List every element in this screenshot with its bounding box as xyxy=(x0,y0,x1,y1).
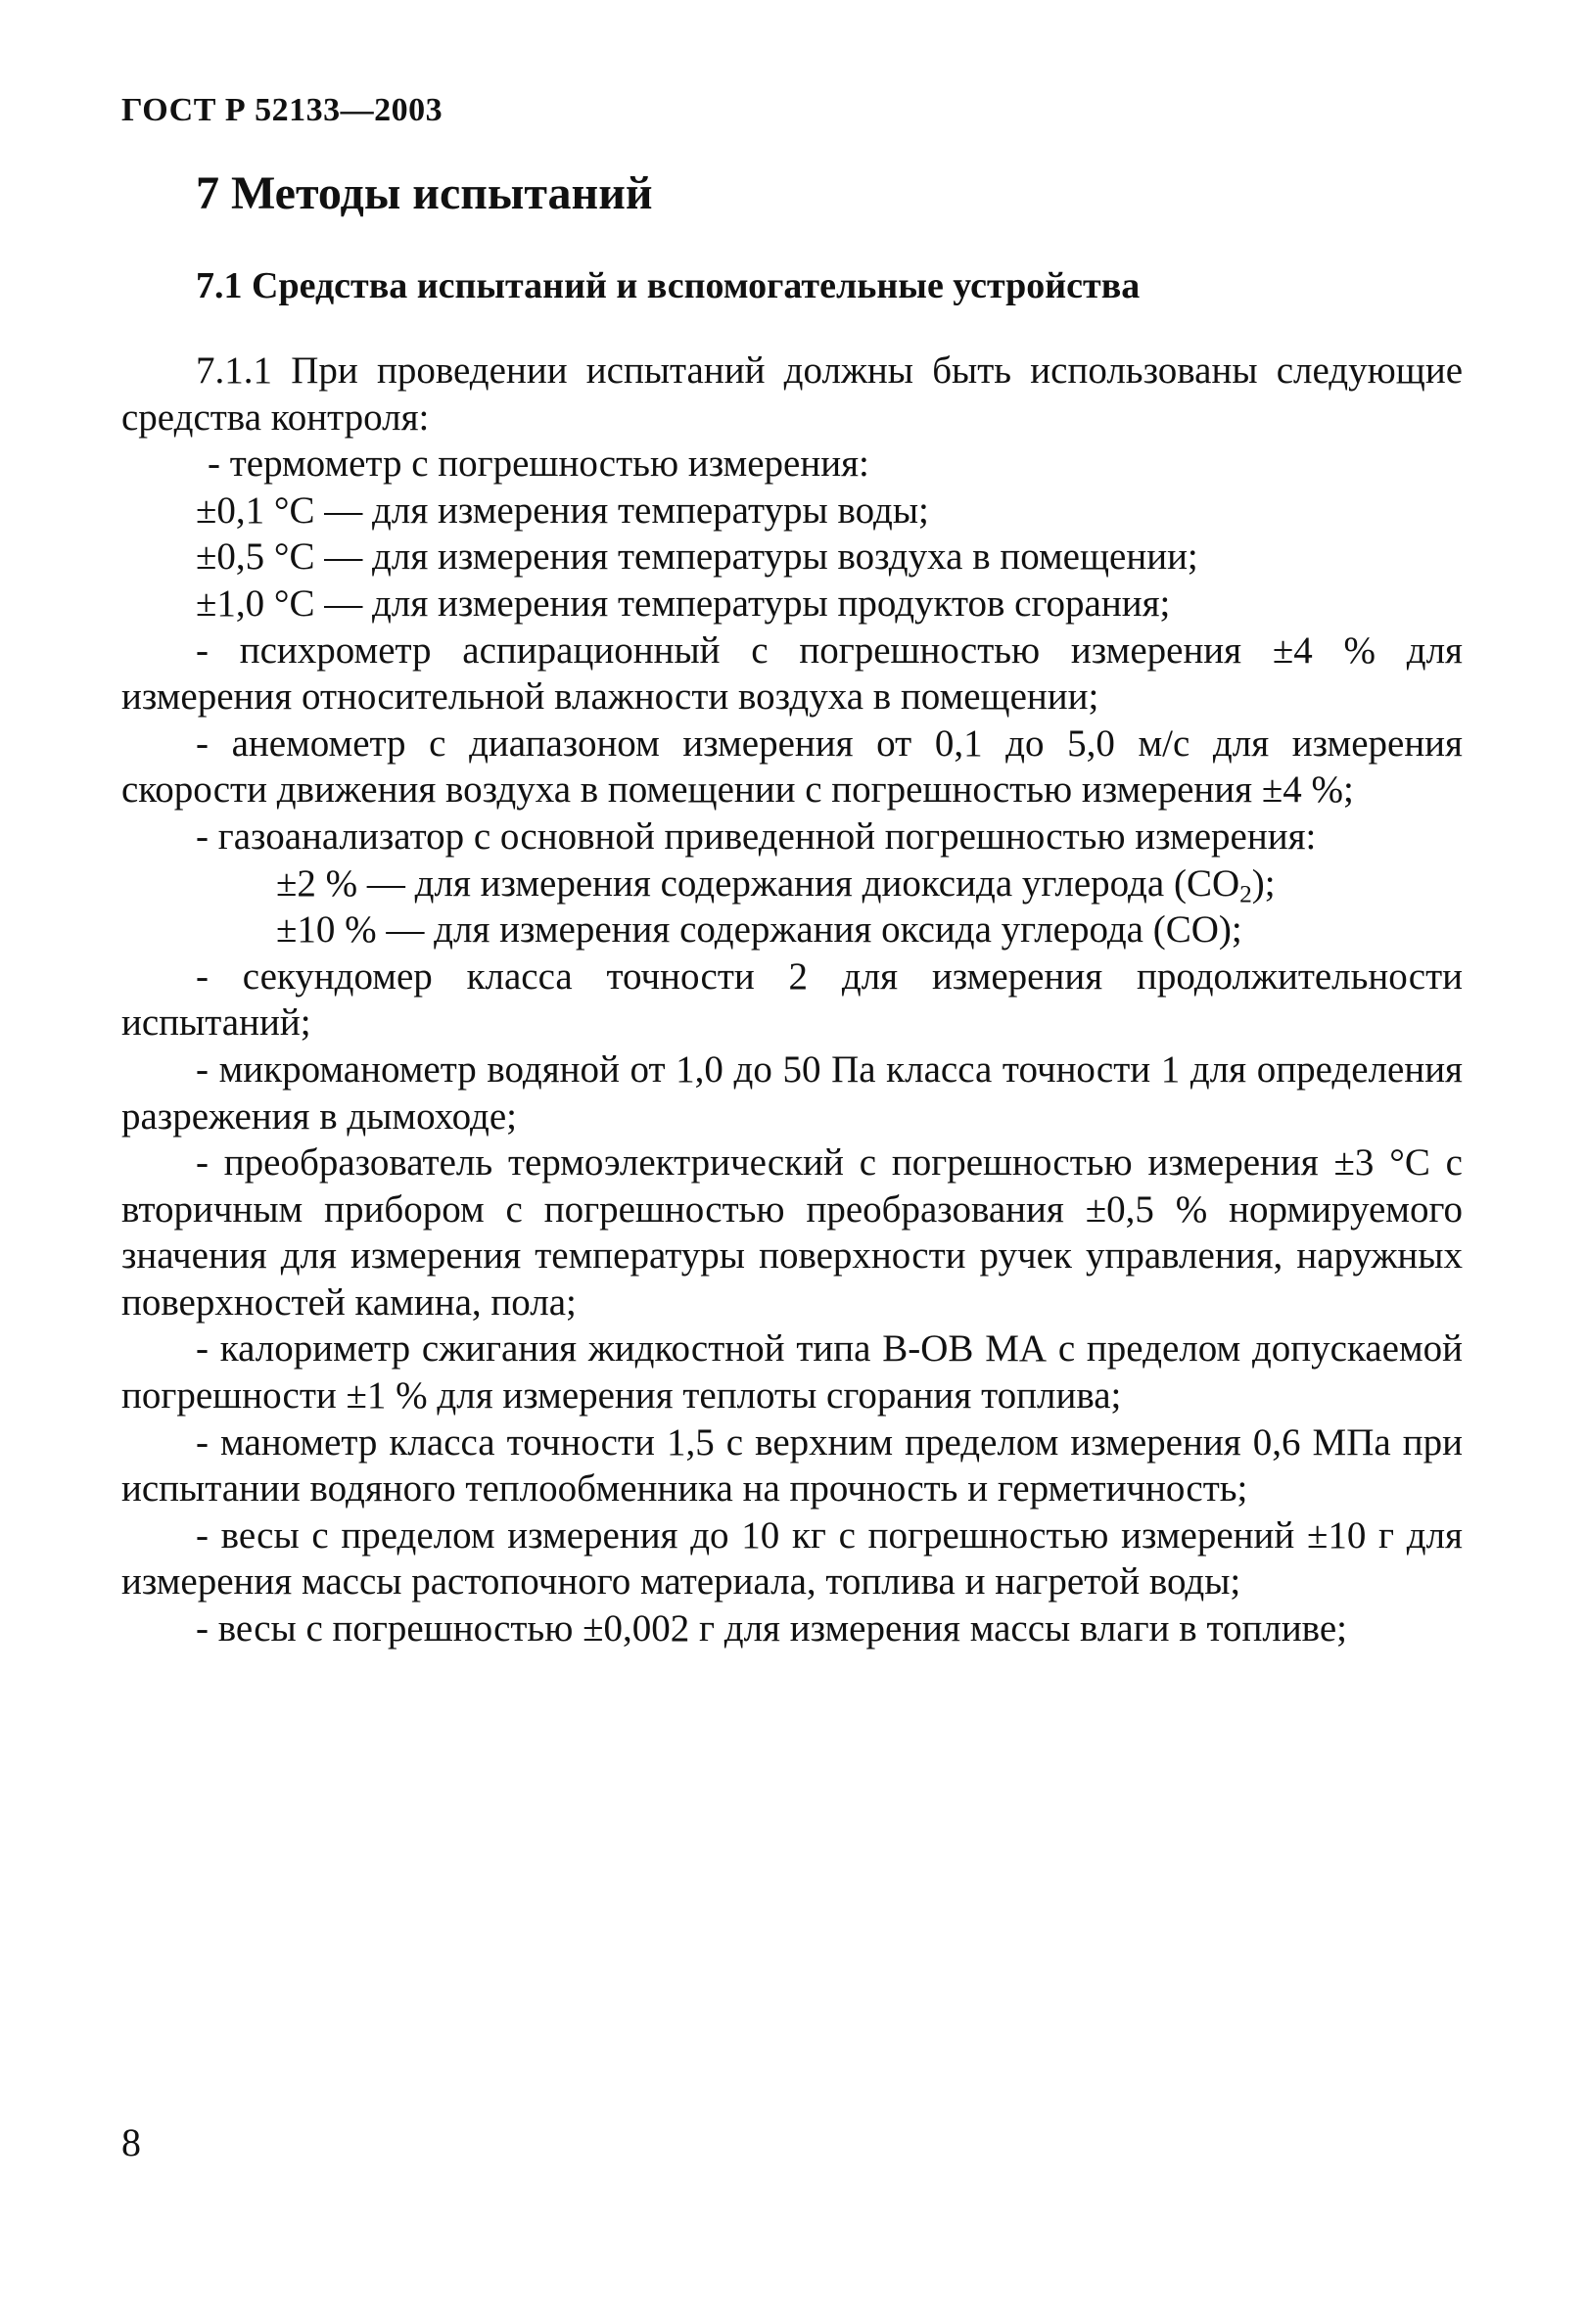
list-item-anemometer: - анемометр с диапазоном измерения от 0,1 до 5,0 м/с для измерения скорости движения воздуха в помещении с погрешностью измерения ±4 %; xyxy=(121,721,1463,812)
paragraph-intro: 7.1.1 При проведении испытаний должны быть использованы следующие средства контроля: xyxy=(121,349,1463,439)
list-item-calorimeter: - калориметр сжигания жидкостной типа В-ОВ МА с пределом допускаемой погрешности ±1 % для измерения теплоты сгорания топлива; xyxy=(121,1327,1463,1418)
co2-subscript: 2 xyxy=(1239,879,1252,907)
list-subitem-co2 xyxy=(121,860,1463,907)
list-subitem-water-temp: ±0,1 °С — для измерения температуры воды; xyxy=(196,488,929,532)
co2-text: ±2 % — для измерения содержания диоксида углерода (СО xyxy=(276,861,1240,905)
page-number: 8 xyxy=(121,2120,141,2164)
body-text xyxy=(121,348,1463,1652)
list-item-thermometer: - термометр с погрешностью измерения: xyxy=(208,442,869,486)
list-item-gas-analyzer: - газоанализатор с основной приведенной погрешностью измерения: xyxy=(196,814,1317,858)
subsection-title: 7.1 Средства испытаний и вспомогательные устройства xyxy=(196,265,1141,306)
list-item-scales-10kg: - весы с пределом измерения до 10 кг с погрешностью измерений ±10 г для измерения массы растопочного материала, топлива и нагретой воды; xyxy=(121,1513,1463,1604)
list-subitem-air-temp: ±0,5 °С — для измерения температуры воздуха в помещении; xyxy=(196,535,1198,579)
co2-text-end: ); xyxy=(1251,861,1276,905)
standard-header: ГОСТ Р 52133—2003 xyxy=(121,92,443,128)
list-item-thermoelectric-converter: - преобразователь термоэлектрический с погрешностью измерения ±3 °С с вторичным прибором с погрешностью преобразования ±0,5 % нормируемого значения для измерения температуры поверхности ручек управления, наружных поверхностей камина, пола; xyxy=(121,1141,1463,1324)
list-item-micromanometer: - микроманометр водяной от 1,0 до 50 Па класса точности 1 для определения разрежения в дымоходе; xyxy=(121,1047,1463,1138)
list-item-stopwatch: - секундомер класса точности 2 для измерения продолжительности испытаний; xyxy=(121,954,1463,1045)
list-subitem-co: ±10 % — для измерения содержания оксида углерода (СО); xyxy=(276,908,1242,952)
list-item-precision-scales: - весы с погрешностью ±0,002 г для измерения массы влаги в топливе; xyxy=(196,1607,1348,1650)
list-subitem-combustion-temp: ±1,0 °С — для измерения температуры продуктов сгорания; xyxy=(196,581,1171,625)
list-item-psychrometer: - психрометр аспирационный с погрешностью измерения ±4 % для измерения относительной влажности воздуха в помещении; xyxy=(121,628,1463,719)
section-title: 7 Методы испытаний xyxy=(196,167,653,219)
list-item-manometer: - манометр класса точности 1,5 с верхним пределом измерения 0,6 МПа при испытании водяного теплообменника на прочность и герметичность; xyxy=(121,1420,1463,1511)
